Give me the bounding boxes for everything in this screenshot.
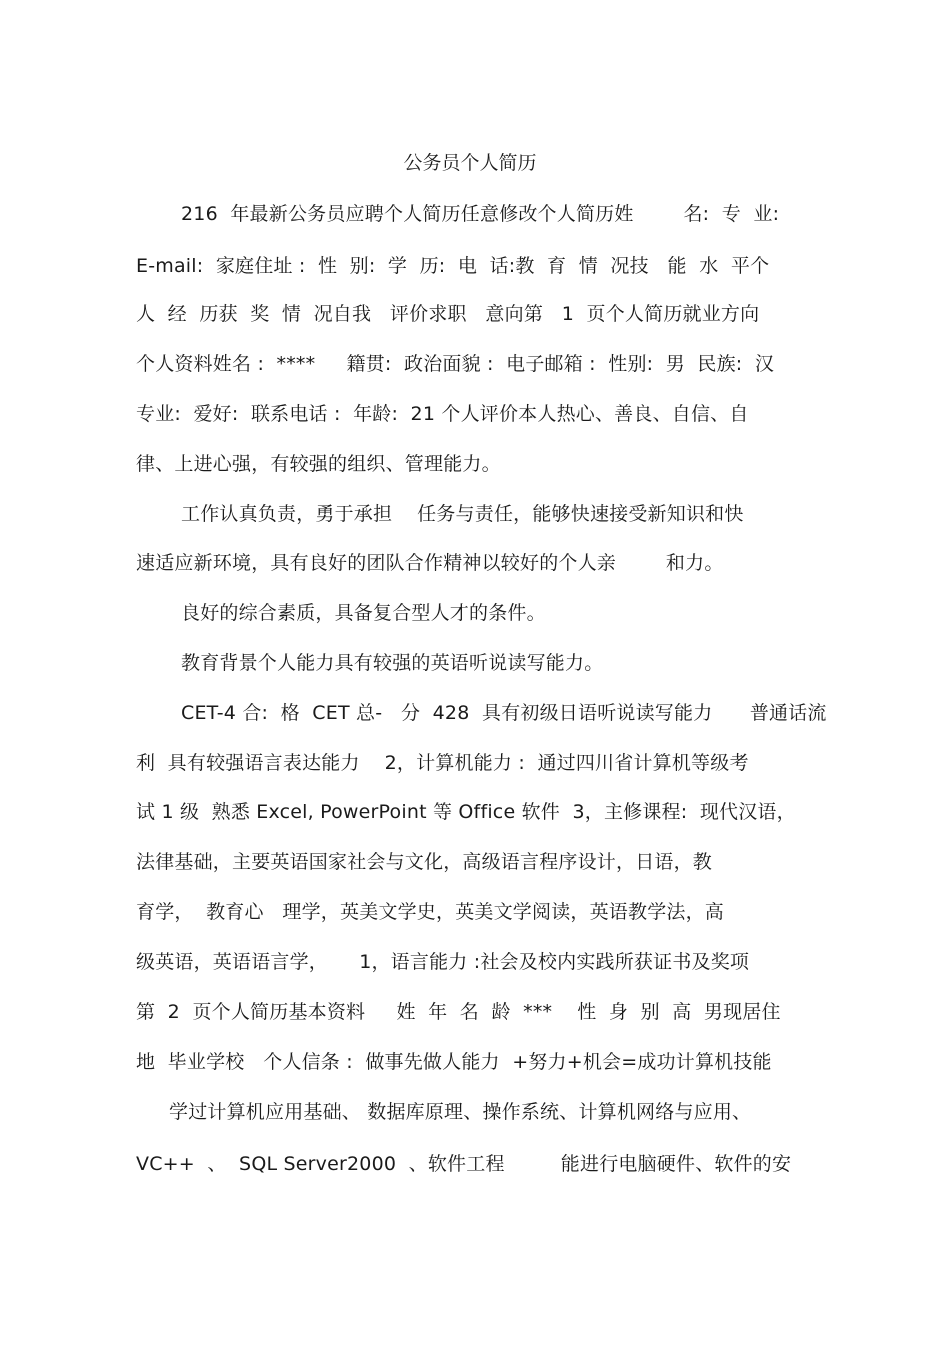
body-line: 工作认真负责，勇于承担 任务与责任，能够快速接受新知识和快 (181, 503, 744, 525)
body-line: VC++ 、 SQL Server2000 、软件工程 能进行电脑硬件、软件的安 (136, 1153, 792, 1175)
body-line: 专业: 爱好: 联系电话 : 年龄: 21 个人评价本人热心、善良、自信、自 (136, 403, 749, 425)
body-line: 律、上进心强，有较强的组织、管理能力。 (136, 453, 501, 475)
body-line: 教育背景个人能力具有较强的英语听说读写能力。 (181, 652, 604, 674)
body-line: 学过计算机应用基础、 数据库原理、操作系统、计算机网络与应用、 (169, 1101, 752, 1123)
body-line: 法律基础，主要英语国家社会与文化，高级语言程序设计，日语，教 (136, 851, 713, 873)
body-line: 良好的综合素质，具备复合型人才的条件。 (181, 602, 546, 624)
body-line: 个人资料姓名 : **** 籍贯: 政治面貌 : 电子邮箱 : 性别: 男 民族: 汉 (136, 353, 775, 375)
body-line: E-mail: 家庭住址 : 性 别: 学 历: 电 话:教 育 情 况技 能 水 平个 (136, 255, 770, 277)
body-line: 级英语，英语语言学， 1，语言能力 :社会及校内实践所获证书及奖项 (136, 951, 750, 973)
body-line: 第 2 页个人简历基本资料 姓 年 名 龄 *** 性 身 别 高 男现居住 (136, 1001, 781, 1023)
body-line: CET-4 合: 格 CET 总- 分 428 具有初级日语听说读写能力 普通话流 (181, 702, 827, 724)
body-line: 育学， 教育心 理学，英美文学史，英美文学阅读，英语教学法，高 (136, 901, 724, 923)
page-title: 公务员个人简历 (403, 152, 537, 174)
body-line: 试 1 级 熟悉 Excel, PowerPoint 等 Office 软件 3，主修课程: 现代汉语， (136, 801, 796, 823)
body-line: 216 年最新公务员应聘个人简历任意修改个人简历姓 名: 专 业: (181, 203, 780, 225)
body-line: 利 具有较强语言表达能力 2，计算机能力 : 通过四川省计算机等级考 (136, 752, 749, 774)
body-line: 人 经 历获 奖 情 况自我 评价求职 意向第 1 页个人简历就业方向 (136, 303, 760, 325)
body-line: 速适应新环境，具有良好的团队合作精神以较好的个人亲 和力。 (136, 552, 724, 574)
body-line: 地 毕业学校 个人信条 : 做事先做人能力 +努力+机会=成功计算机技能 (136, 1051, 772, 1073)
